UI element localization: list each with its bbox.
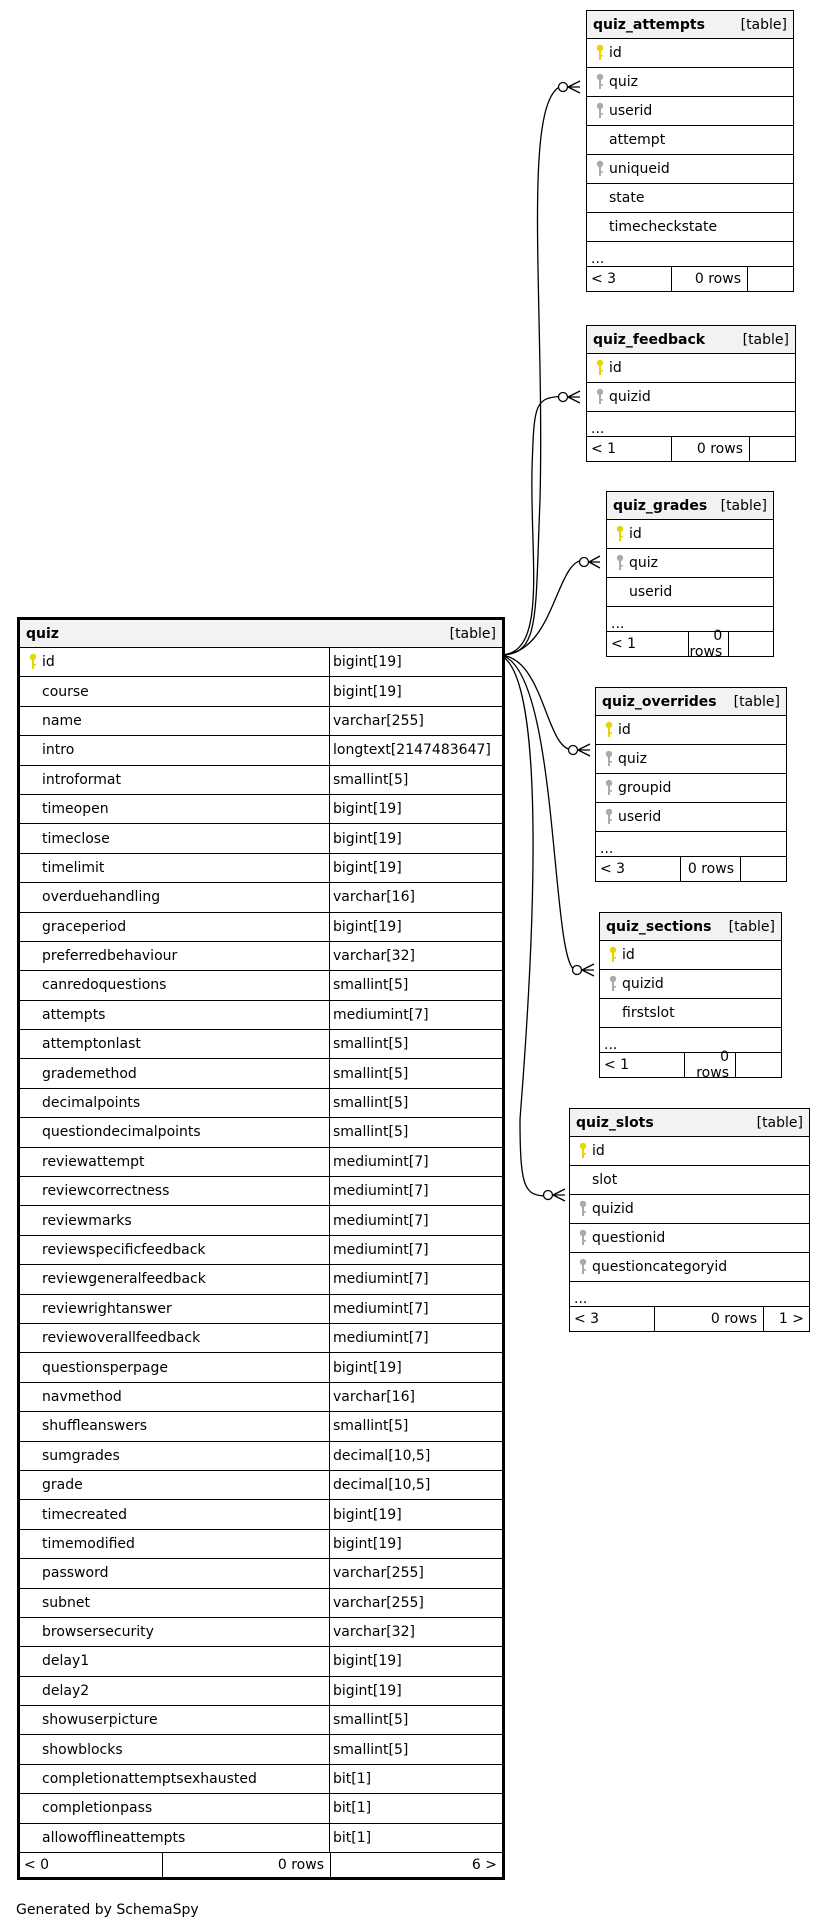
foreign-key-icon (611, 554, 629, 572)
column-name: reviewoverallfeedback (42, 1330, 201, 1347)
row-count: 0 rows (672, 267, 748, 291)
parents-count[interactable]: < 3 (596, 857, 681, 881)
column-row[interactable] (20, 1353, 502, 1382)
column-name: graceperiod (42, 918, 127, 935)
table-quiz-sections[interactable] (599, 912, 782, 1081)
column-row[interactable] (20, 824, 502, 853)
column-type: smallint[5] (329, 1706, 502, 1734)
relation-quiz-grades (500, 560, 584, 655)
column-row[interactable] (20, 1794, 502, 1823)
column-row[interactable] (20, 1324, 502, 1353)
crowfoot-marker (582, 964, 594, 976)
column-type: varchar[16] (329, 883, 502, 911)
parents-count[interactable]: < 3 (570, 1307, 655, 1331)
table-quiz[interactable] (17, 617, 505, 1880)
column-row[interactable] (570, 1195, 809, 1224)
children-count[interactable] (729, 632, 773, 656)
children-count[interactable] (750, 437, 795, 461)
foreign-key-icon (574, 1200, 592, 1218)
row-count: 0 rows (163, 1853, 331, 1877)
column-type: varchar[16] (329, 1383, 502, 1411)
children-count[interactable]: 1 > (778, 1311, 804, 1327)
children-count[interactable]: 6 > (471, 1857, 497, 1874)
table-name: quiz_feedback (593, 331, 706, 348)
column-row[interactable] (600, 970, 781, 999)
column-name: reviewgeneralfeedback (42, 1271, 206, 1288)
row-count: 0 rows (655, 1307, 764, 1331)
column-name: navmethod (42, 1388, 122, 1405)
column-row[interactable] (20, 1148, 502, 1177)
column-row[interactable] (570, 1166, 809, 1195)
crowfoot-marker (568, 391, 580, 403)
column-type: bigint[19] (329, 648, 502, 676)
parents-count[interactable]: < 1 (587, 437, 672, 461)
column-row[interactable] (20, 1206, 502, 1235)
table-name: quiz_overrides (602, 693, 717, 710)
crowfoot-marker (568, 81, 580, 93)
column-type: mediumint[7] (329, 1265, 502, 1293)
column-name: quizid (622, 976, 664, 992)
column-row[interactable] (20, 1001, 502, 1030)
column-name: quizid (609, 389, 651, 405)
primary-key-icon (574, 1142, 592, 1160)
table-kind: [table] (720, 497, 767, 514)
column-row[interactable] (20, 1030, 502, 1059)
primary-key-icon (591, 44, 609, 62)
column-name: canredoquestions (42, 977, 167, 994)
column-type: bigint[19] (329, 1647, 502, 1675)
more-columns: ... (607, 607, 773, 632)
zero-marker (573, 966, 582, 975)
table-footer (596, 857, 786, 881)
column-name: allowofflineattempts (42, 1829, 186, 1846)
foreign-key-icon (600, 779, 618, 797)
column-row[interactable] (587, 383, 795, 412)
row-count: 0 rows (685, 1053, 736, 1077)
column-type: decimal[10,5] (329, 1471, 502, 1499)
column-name: quiz (629, 555, 658, 571)
foreign-key-icon (591, 102, 609, 120)
foreign-key-icon (591, 388, 609, 406)
column-name: course (42, 683, 89, 700)
column-row[interactable] (20, 1177, 502, 1206)
column-type: smallint[5] (329, 1735, 502, 1763)
column-type: varchar[255] (329, 1589, 502, 1617)
column-name: id (618, 722, 631, 738)
relation-quiz-slots (500, 655, 548, 1196)
children-count[interactable] (741, 857, 786, 881)
column-type: smallint[5] (329, 1059, 502, 1087)
column-name: grademethod (42, 1065, 137, 1082)
relation-quiz-sections (500, 655, 576, 970)
column-name: browsersecurity (42, 1624, 154, 1641)
column-row[interactable] (20, 942, 502, 971)
column-name: sumgrades (42, 1447, 120, 1464)
generated-by-label: Generated by SchemaSpy (16, 1902, 199, 1918)
column-row[interactable] (20, 1735, 502, 1764)
foreign-key-icon (591, 160, 609, 178)
column-row[interactable] (20, 1383, 502, 1412)
table-name: quiz_grades (613, 497, 708, 514)
table-header (587, 326, 795, 354)
column-type: varchar[255] (329, 707, 502, 735)
column-row[interactable] (20, 1647, 502, 1676)
column-type: mediumint[7] (329, 1148, 502, 1176)
column-name: delay2 (42, 1682, 90, 1699)
column-row[interactable] (20, 1089, 502, 1118)
table-kind: [table] (733, 693, 780, 710)
column-row[interactable] (600, 941, 781, 970)
table-kind: [table] (449, 625, 496, 642)
column-name: quizid (592, 1201, 634, 1217)
table-kind: [table] (740, 16, 787, 33)
column-row[interactable] (20, 1677, 502, 1706)
column-row[interactable] (596, 716, 786, 745)
column-name: attempts (42, 1006, 106, 1023)
column-row[interactable] (587, 354, 795, 383)
column-row[interactable] (20, 1706, 502, 1735)
column-type: varchar[32] (329, 942, 502, 970)
zero-marker (580, 558, 589, 567)
column-name: introformat (42, 771, 121, 788)
column-type: longtext[2147483647] (329, 736, 502, 764)
table-kind: [table] (742, 331, 789, 348)
column-name: questiondecimalpoints (42, 1124, 201, 1141)
table-name: quiz_slots (576, 1114, 654, 1131)
foreign-key-icon (604, 975, 622, 993)
foreign-key-icon (591, 73, 609, 91)
column-name: id (622, 947, 635, 963)
table-header (607, 492, 773, 520)
column-row[interactable] (587, 126, 793, 155)
column-name: shuffleanswers (42, 1418, 148, 1435)
column-name: timeopen (42, 801, 109, 818)
column-row[interactable] (570, 1253, 809, 1282)
primary-key-icon (604, 946, 622, 964)
column-type: bit[1] (329, 1794, 502, 1822)
relation-quiz-attempts (500, 85, 565, 655)
column-row[interactable] (20, 1295, 502, 1324)
column-row[interactable] (20, 1118, 502, 1147)
column-name: attemptonlast (42, 1036, 141, 1053)
column-row[interactable] (20, 883, 502, 912)
column-row[interactable] (607, 578, 773, 607)
column-type: bigint[19] (329, 677, 502, 705)
column-row[interactable] (570, 1137, 809, 1166)
column-type: bigint[19] (329, 824, 502, 852)
zero-marker (544, 1191, 553, 1200)
column-row[interactable] (20, 677, 502, 706)
column-name: id (609, 360, 622, 376)
column-row[interactable] (587, 39, 793, 68)
column-type: smallint[5] (329, 1412, 502, 1440)
column-row[interactable] (20, 1530, 502, 1559)
column-name: reviewspecificfeedback (42, 1242, 206, 1258)
row-count: 0 rows (672, 437, 750, 461)
table-kind: [table] (756, 1114, 803, 1131)
column-name: decimalpoints (42, 1095, 141, 1112)
crowfoot-marker (589, 556, 600, 568)
column-name: name (42, 712, 82, 729)
children-count[interactable] (748, 267, 793, 291)
table-name: quiz_attempts (593, 16, 705, 33)
column-row[interactable] (596, 803, 786, 832)
table-header (600, 913, 781, 941)
relation-quiz-overrides (500, 655, 573, 750)
column-row[interactable] (20, 1265, 502, 1294)
column-type: varchar[255] (329, 1559, 502, 1587)
column-name: userid (609, 103, 653, 119)
column-type: bigint[19] (329, 1677, 502, 1705)
column-type: smallint[5] (329, 1089, 502, 1117)
column-name: timemodified (42, 1535, 135, 1552)
column-name: timecreated (42, 1506, 127, 1523)
column-type: mediumint[7] (329, 1324, 502, 1352)
column-row[interactable] (20, 1589, 502, 1618)
foreign-key-icon (574, 1229, 592, 1247)
column-type: smallint[5] (329, 766, 502, 794)
table-header (20, 620, 502, 648)
column-type: bigint[19] (329, 913, 502, 941)
column-row[interactable] (20, 1236, 502, 1265)
table-header (587, 11, 793, 39)
parents-count[interactable]: < 1 (600, 1053, 685, 1077)
column-row[interactable] (20, 648, 502, 677)
foreign-key-icon (600, 808, 618, 826)
column-type: mediumint[7] (329, 1001, 502, 1029)
zero-marker (559, 393, 568, 402)
table-kind: [table] (728, 918, 775, 935)
column-name: reviewmarks (42, 1212, 132, 1229)
column-row[interactable] (570, 1224, 809, 1253)
primary-key-icon (611, 525, 629, 543)
zero-marker (559, 83, 568, 92)
column-name: reviewrightanswer (42, 1300, 172, 1317)
foreign-key-icon (574, 1258, 592, 1276)
more-columns: ... (600, 1028, 781, 1053)
table-quiz-attempts[interactable] (586, 10, 794, 292)
zero-marker (569, 746, 578, 755)
column-name: id (42, 654, 55, 671)
column-type: smallint[5] (329, 971, 502, 999)
column-row[interactable] (20, 854, 502, 883)
column-name: id (592, 1143, 605, 1159)
column-name: groupid (618, 780, 672, 796)
column-name: questioncategoryid (592, 1259, 728, 1275)
column-type: decimal[10,5] (329, 1442, 502, 1470)
column-row[interactable] (20, 1412, 502, 1441)
column-name: showuserpicture (42, 1712, 158, 1729)
column-type: mediumint[7] (329, 1177, 502, 1205)
column-type: bigint[19] (329, 1500, 502, 1528)
column-name: questionid (592, 1230, 666, 1246)
parents-count[interactable]: < 1 (607, 632, 689, 656)
children-count[interactable] (736, 1053, 781, 1077)
column-row[interactable] (20, 736, 502, 765)
column-name: firstslot (622, 1005, 675, 1021)
more-columns: ... (587, 242, 793, 267)
column-name: slot (592, 1172, 618, 1188)
column-type: bigint[19] (329, 795, 502, 823)
parents-count[interactable]: < 0 (20, 1853, 163, 1877)
column-row[interactable] (20, 707, 502, 736)
column-row[interactable] (20, 1500, 502, 1529)
primary-key-icon (600, 721, 618, 739)
column-name: subnet (42, 1594, 91, 1611)
column-row[interactable] (587, 155, 793, 184)
more-columns: ... (596, 832, 786, 857)
table-quiz-grades[interactable] (606, 491, 774, 660)
column-name: uniqueid (609, 161, 670, 177)
column-name: reviewcorrectness (42, 1183, 170, 1200)
column-name: completionattemptsexhausted (42, 1771, 257, 1788)
column-name: password (42, 1565, 109, 1582)
column-name: id (629, 526, 642, 542)
relation-quiz-feedback (500, 396, 565, 655)
column-type: bigint[19] (329, 854, 502, 882)
column-name: intro (42, 742, 75, 759)
more-columns: ... (587, 412, 795, 437)
column-type: bit[1] (329, 1765, 502, 1793)
table-footer (570, 1307, 809, 1331)
column-row[interactable] (600, 999, 781, 1028)
column-name: questionsperpage (42, 1359, 168, 1376)
parents-count[interactable]: < 3 (587, 267, 672, 291)
column-type: varchar[32] (329, 1618, 502, 1646)
column-type: bit[1] (329, 1824, 502, 1852)
column-row[interactable] (20, 1559, 502, 1588)
column-name: quiz (609, 74, 638, 90)
column-name: grade (42, 1477, 83, 1494)
column-row[interactable] (587, 184, 793, 213)
column-name: timelimit (42, 859, 105, 876)
column-row[interactable] (587, 68, 793, 97)
column-row[interactable] (596, 774, 786, 803)
table-quiz-feedback[interactable] (586, 325, 796, 462)
column-name: timeclose (42, 830, 110, 847)
table-footer (587, 267, 793, 291)
row-count: 0 rows (681, 857, 741, 881)
foreign-key-icon (600, 750, 618, 768)
column-row[interactable] (20, 1471, 502, 1500)
column-row[interactable] (20, 1824, 502, 1853)
column-row[interactable] (596, 745, 786, 774)
column-row[interactable] (20, 1442, 502, 1471)
column-row[interactable] (20, 1765, 502, 1794)
column-name: completionpass (42, 1800, 153, 1817)
table-quiz-overrides[interactable] (595, 687, 787, 882)
column-type: mediumint[7] (329, 1206, 502, 1234)
column-name: showblocks (42, 1741, 123, 1758)
crowfoot-marker (553, 1189, 565, 1201)
table-header (596, 688, 786, 716)
column-name: quiz (618, 751, 647, 767)
column-name: userid (629, 584, 673, 600)
column-row[interactable] (587, 213, 793, 242)
table-header (570, 1109, 809, 1137)
column-name: reviewattempt (42, 1153, 145, 1170)
column-type: smallint[5] (329, 1030, 502, 1058)
table-name: quiz_sections (606, 918, 712, 935)
primary-key-icon (591, 359, 609, 377)
column-type: mediumint[7] (329, 1236, 502, 1264)
column-type: smallint[5] (329, 1118, 502, 1146)
column-name: attempt (609, 132, 666, 148)
column-row[interactable] (587, 97, 793, 126)
row-count: 0 rows (689, 632, 729, 656)
column-name: timecheckstate (609, 219, 718, 235)
column-row[interactable] (20, 1618, 502, 1647)
table-footer (587, 437, 795, 461)
column-type: mediumint[7] (329, 1295, 502, 1323)
column-name: overduehandling (42, 889, 161, 906)
column-row[interactable] (607, 549, 773, 578)
table-footer (607, 628, 773, 660)
crowfoot-marker (578, 744, 590, 756)
column-row[interactable] (20, 1059, 502, 1088)
column-row[interactable] (20, 971, 502, 1000)
column-name: preferredbehaviour (42, 948, 178, 965)
column-name: userid (618, 809, 662, 825)
column-name: delay1 (42, 1653, 90, 1670)
column-row[interactable] (20, 795, 502, 824)
table-name: quiz (26, 625, 59, 642)
primary-key-icon (24, 653, 42, 671)
column-row[interactable] (607, 520, 773, 549)
column-name: id (609, 45, 622, 61)
more-columns: ... (570, 1282, 809, 1307)
column-type: bigint[19] (329, 1353, 502, 1381)
table-footer (600, 1049, 781, 1081)
column-row[interactable] (20, 766, 502, 795)
column-row[interactable] (20, 913, 502, 942)
column-name: state (609, 190, 645, 206)
table-quiz-slots[interactable] (569, 1108, 810, 1332)
table-footer (20, 1853, 502, 1877)
column-type: bigint[19] (329, 1530, 502, 1558)
